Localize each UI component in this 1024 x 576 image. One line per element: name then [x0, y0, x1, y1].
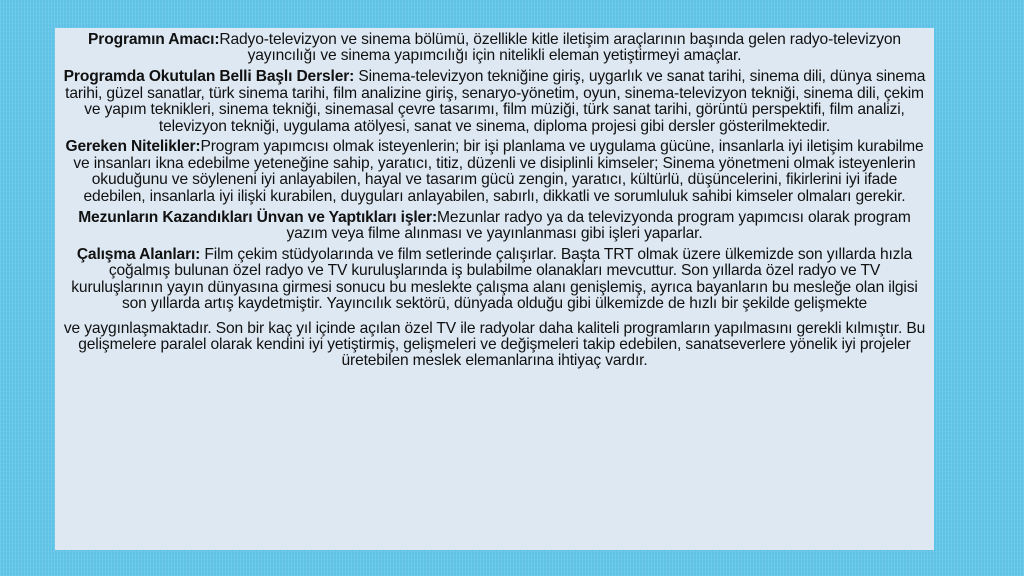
section-text: Radyo-televizyon ve sinema bölümü, özellikle kitle iletişim araçlarının başında gelen radyo-televizyon yayıncılığı ve sinema yapımcılığı için nitelikli eleman yetiştirmeyi amaçlar. [219, 31, 901, 65]
section-program-purpose [63, 32, 926, 65]
section-graduate-titles [63, 210, 926, 243]
section-heading: Mezunların Kazandıkları Ünvan ve Yaptıkları işler: [78, 208, 438, 226]
section-required-qualifications [63, 139, 926, 205]
section-work-areas [63, 247, 926, 313]
section-text: Program yapımcısı olmak isteyenlerin; bir işi planlama ve uygulama gücüne, insanlarla iyi iletişim kurabilme ve insanları ikna edebilme yeteneğine sahip, yaratıcı, titiz, düzenli ve disiplinli kimseler; Sinema yönetmeni olmak isteyenlerin okuduğunu ve söyleneni iyi anlayabilen, hayal ve tasarım gücü zengin, yaratıcı, kültürlü, düşüncelerini, fikirlerini iyi ifade edebilen, insanlarla iyi ilişki kurabilen, duyguları anlayabilen, sabırlı, dikkatli ve sorumluluk sahibi kimseler olmaları gerekir. [73, 138, 924, 205]
section-text: Sinema-televizyon tekniğine giriş, uygarlık ve sanat tarihi, sinema dili, dünya sinema tarihi, güzel sanatlar, türk sinema tarihi, film analizine giriş, senaryo-yönetim, oyun, sinema-televizyon tekniği, sinema dili, çekim ve yapım teknikleri, sinema tekniği, sinemasal çevre tasarımı, film müziği, türk sanat tarihi, görüntü perspektifi, film analizi, televizyon tekniği, uygulama atölyesi, sanat ve sinema, diploma projesi gibi dersler gösterilmektedir. [65, 68, 926, 135]
section-text: Mezunlar radyo ya da televizyonda program yapımcısı olarak program yazım veya filme alınması ve yayınlanması gibi işleri yaparlar. [286, 208, 911, 242]
content-panel [55, 28, 934, 550]
section-main-courses [63, 69, 926, 135]
section-heading: Gereken Nitelikler: [65, 138, 201, 156]
section-heading: Programın Amacı: [88, 31, 220, 48]
section-text: Film çekim stüdyolarında ve film setlerinde çalışırlar. Başta TRT olmak üzere ülkemizde son yıllarda hızla çoğalmış bulunan özel radyo ve TV kuruluşlarında iş bulabilme olanakları mevcuttur. Son yıllarda özel radyo ve TV kuruluşlarının yayın dünyasına girmesi sonucu bu meslekte çalışma alanı genişlemiş, ayrıca bayanların bu mesleğe olan ilgisi son yıllarda artış kaydetmiştir. Yayıncılık sektörü, dünyada olduğu gibi ülkemizde de hızlı bir şekilde gelişmekte [71, 245, 918, 313]
section-heading: Çalışma Alanları: [76, 245, 201, 263]
section-work-areas-continuation: ve yaygınlaşmaktadır. Son bir kaç yıl içinde açılan özel TV ile radyolar daha kaliteli programların yapılmasını gerekli kılmıştır. Bu gelişmelere paralel olarak kendini iyi yetiştirmiş, gelişmeleri ve değişmeleri takip edebilen, sanatseverlere yönelik iyi projeler üretebilen meslek elemanlarına ihtiyaç vardır. [63, 319, 926, 370]
section-heading: Programda Okutulan Belli Başlı Dersler: [63, 68, 355, 86]
